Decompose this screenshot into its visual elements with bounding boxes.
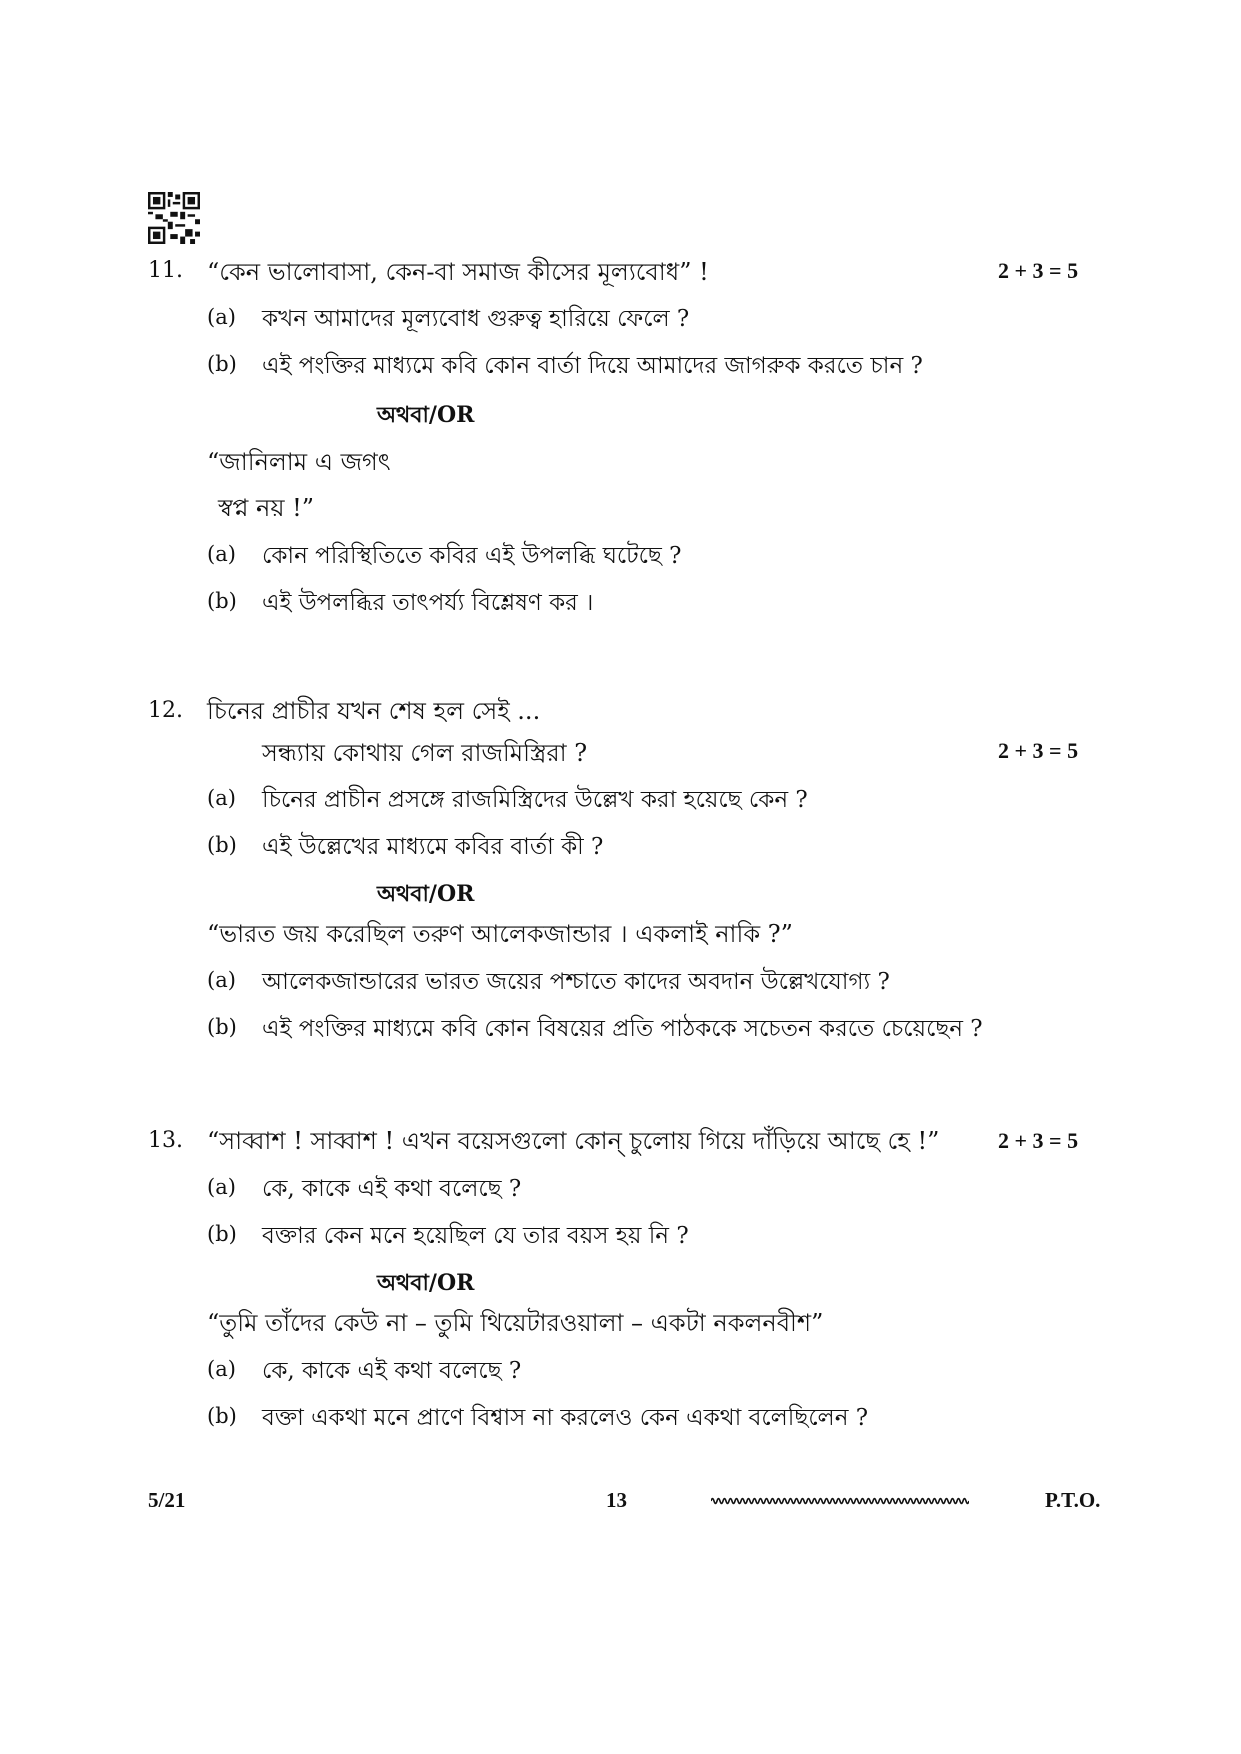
q11-number: 11. [148,258,183,283]
q13-marks: 2 + 3 = 5 [998,1128,1079,1153]
q11-alt-a-label: (a) [207,542,236,566]
page-number: 13 [606,1488,627,1512]
q13-number: 13. [148,1128,183,1153]
q13-b-label: (b) [207,1222,237,1246]
pto-label: P.T.O. [1045,1488,1101,1512]
q12-alt-b-text: এই পংক্তির মাধ্যমে কবি কোন বিষয়ের প্রতি পাঠককে সচেতন করতে চেয়েছেন ? [262,1016,983,1042]
q12-b-label: (b) [207,833,237,857]
q13-alt-a-text: কে, কাকে এই কথা বলেছে ? [262,1358,522,1384]
q13-alt-b-label: (b) [207,1404,237,1428]
q13-quote: “সাব্বাশ ! সাব্বাশ ! এখন বয়েসগুলো কোন্ চুলোয় গিয়ে দাঁড়িয়ে আছে হে !” [207,1127,940,1155]
q12-alt-quote: “ভারত জয় করেছিল তরুণ আলেকজান্ডার । একলাই নাকি ?” [207,920,793,948]
q11-a-label: (a) [207,305,236,329]
footer-code: 5/21 [148,1488,186,1512]
wavy-line-decoration [711,1494,969,1508]
q12-a-text: চিনের প্রাচীন প্রসঙ্গে রাজমিস্ত্রিদের উল্লেখ করা হয়েছে কেন ? [262,787,808,813]
q11-alt-a-text: কোন পরিস্থিতিতে কবির এই উপলব্ধি ঘটেছে ? [262,543,682,569]
q13-alt-a-label: (a) [207,1357,236,1381]
q13-a-label: (a) [207,1175,236,1199]
q12-number: 12. [148,698,183,723]
q11-alt-line1: “জানিলাম এ জগৎ [207,448,391,476]
qr-code [148,192,200,244]
q11-b-label: (b) [207,352,237,376]
q12-alt-b-label: (b) [207,1015,237,1039]
q12-line2: সন্ধ্যায় কোথায় গেল রাজমিস্ত্রিরা ? [262,739,588,767]
q12-alt-a-label: (a) [207,968,236,992]
q11-alt-b-text: এই উপলব্ধির তাৎপর্য্য বিশ্লেষণ কর । [262,590,594,616]
q11-or: অথবা/OR [377,402,475,428]
q12-alt-a-text: আলেকজান্ডারের ভারত জয়ের পশ্চাতে কাদের অবদান উল্লেখযোগ্য ? [262,969,890,995]
q12-b-text: এই উল্লেখের মাধ্যমে কবির বার্তা কী ? [262,834,604,860]
q11-a-text: কখন আমাদের মূল্যবোধ গুরুত্ব হারিয়ে ফেলে ? [262,306,690,332]
q11-alt-line2: স্বপ্ন নয় !” [218,494,315,522]
q13-a-text: কে, কাকে এই কথা বলেছে ? [262,1176,522,1202]
q11-alt-b-label: (b) [207,589,237,613]
q11-b-text: এই পংক্তির মাধ্যমে কবি কোন বার্তা দিয়ে আমাদের জাগরুক করতে চান ? [262,353,923,379]
q11-marks: 2 + 3 = 5 [998,258,1079,283]
q13-b-text: বক্তার কেন মনে হয়েছিল যে তার বয়স হয় নি ? [262,1223,689,1249]
q13-alt-quote: “তুমি তাঁদের কেউ না – তুমি থিয়েটারওয়ালা – একটা নকলনবীশ” [207,1309,824,1337]
q12-or: অথবা/OR [377,881,475,907]
q13-alt-b-text: বক্তা একথা মনে প্রাণে বিশ্বাস না করলেও কেন একথা বলেছিলেন ? [262,1405,869,1431]
q12-line1: চিনের প্রাচীর যখন শেষ হল সেই ... [207,697,541,725]
q12-a-label: (a) [207,786,236,810]
q11-quote: “কেন ভালোবাসা, কেন-বা সমাজ কীসের মূল্যবোধ” ! [207,258,709,286]
q13-or: অথবা/OR [377,1270,475,1296]
q12-marks: 2 + 3 = 5 [998,738,1079,763]
